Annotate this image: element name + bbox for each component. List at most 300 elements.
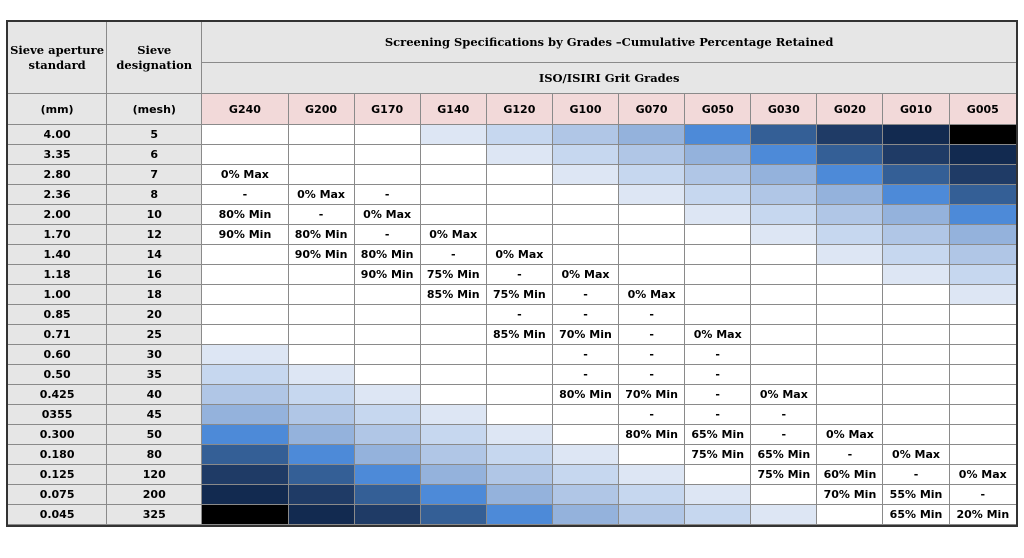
- grade-cell: [487, 225, 553, 245]
- grade-cell: [202, 465, 288, 485]
- grade-cell: [817, 225, 883, 245]
- grade-cell: [817, 285, 883, 305]
- table-row: [8, 125, 1016, 145]
- grade-cell: [487, 125, 553, 145]
- table-row: [8, 485, 1016, 505]
- grade-cell: [289, 265, 355, 285]
- sieve-designation-mesh: 200: [107, 485, 202, 505]
- grade-cell: [685, 145, 751, 165]
- grade-cell: [355, 165, 421, 185]
- grade-cell: 90% Min: [202, 225, 288, 245]
- grade-cell: [355, 345, 421, 365]
- unit-mm: (mm): [8, 94, 107, 125]
- grade-cell: [950, 165, 1016, 185]
- grade-cell: [421, 205, 487, 225]
- grade-cell: 70% Min: [553, 325, 619, 345]
- grade-cell: -: [202, 185, 288, 205]
- grade-cell: 65% Min: [751, 445, 817, 465]
- grade-cell: [950, 345, 1016, 365]
- grade-cell: -: [421, 245, 487, 265]
- grade-cell: 80% Min: [202, 205, 288, 225]
- grade-cell: [619, 125, 685, 145]
- grade-cell: [950, 285, 1016, 305]
- sieve-designation-mesh: 35: [107, 365, 202, 385]
- grade-cell: [421, 445, 487, 465]
- grade-header: G100: [553, 94, 619, 125]
- grade-cell: [355, 385, 421, 405]
- grade-header: G170: [355, 94, 421, 125]
- grade-cell: 70% Min: [817, 485, 883, 505]
- grade-cell: [817, 405, 883, 425]
- grade-cell: [202, 485, 288, 505]
- sieve-aperture-mm: 0.60: [8, 345, 107, 365]
- grade-cell: [817, 165, 883, 185]
- grade-cell: [421, 305, 487, 325]
- sieve-designation-mesh: 120: [107, 465, 202, 485]
- grade-cell: 80% Min: [619, 425, 685, 445]
- grade-cell: [553, 505, 619, 525]
- grade-header: G050: [685, 94, 751, 125]
- grade-cell: [487, 485, 553, 505]
- grade-header: G240: [202, 94, 288, 125]
- grade-cell: 0% Max: [751, 385, 817, 405]
- grade-cell: [487, 465, 553, 485]
- grade-cell: [685, 505, 751, 525]
- grade-header: G200: [289, 94, 355, 125]
- grade-cell: [751, 125, 817, 145]
- grade-cell: [883, 305, 949, 325]
- grade-cell: [685, 485, 751, 505]
- grade-cell: -: [553, 345, 619, 365]
- grade-cell: [355, 485, 421, 505]
- table-row: [8, 265, 1016, 285]
- grade-cell: -: [950, 485, 1016, 505]
- grade-cell: [751, 285, 817, 305]
- grade-cell: 75% Min: [751, 465, 817, 485]
- grade-header: G140: [421, 94, 487, 125]
- grade-cell: [883, 165, 949, 185]
- grade-cell: [202, 245, 288, 265]
- grade-cell: [487, 165, 553, 185]
- grade-cell: [883, 205, 949, 225]
- grade-cell: [619, 245, 685, 265]
- grade-cell: [202, 325, 288, 345]
- grade-cell: [553, 125, 619, 145]
- sieve-designation-mesh: 5: [107, 125, 202, 145]
- screening-spec-table: [6, 20, 1018, 527]
- grade-cell: [421, 385, 487, 405]
- grade-cell: [289, 365, 355, 385]
- grade-cell: [421, 125, 487, 145]
- grade-cell: [289, 445, 355, 465]
- sieve-designation-mesh: 6: [107, 145, 202, 165]
- grade-cell: 85% Min: [487, 325, 553, 345]
- grade-header-row: [8, 94, 1016, 125]
- grade-cell: [950, 365, 1016, 385]
- grade-cell: 0% Max: [553, 265, 619, 285]
- table-subtitle: ISO/ISIRI Grit Grades: [202, 63, 1016, 94]
- grade-cell: -: [289, 205, 355, 225]
- sieve-aperture-mm: 2.80: [8, 165, 107, 185]
- grade-cell: 0% Max: [202, 165, 288, 185]
- grade-header: G005: [950, 94, 1016, 125]
- grade-cell: 0% Max: [817, 425, 883, 445]
- grade-cell: [355, 305, 421, 325]
- grade-cell: [289, 405, 355, 425]
- grade-cell: [950, 125, 1016, 145]
- grade-cell: [817, 345, 883, 365]
- sieve-designation-mesh: 16: [107, 265, 202, 285]
- grade-cell: [817, 365, 883, 385]
- grade-cell: [619, 225, 685, 245]
- grade-cell: 60% Min: [817, 465, 883, 485]
- grade-cell: [685, 185, 751, 205]
- grade-cell: [883, 365, 949, 385]
- table-row: [8, 165, 1016, 185]
- grade-cell: [817, 305, 883, 325]
- grade-cell: [950, 445, 1016, 465]
- grade-cell: [817, 385, 883, 405]
- grade-cell: [355, 285, 421, 305]
- grade-cell: [553, 425, 619, 445]
- grade-cell: [883, 285, 949, 305]
- grade-cell: [202, 425, 288, 445]
- grade-cell: [883, 145, 949, 165]
- grade-cell: [950, 245, 1016, 265]
- grade-cell: -: [685, 365, 751, 385]
- grade-cell: [751, 325, 817, 345]
- grade-cell: [202, 285, 288, 305]
- grade-cell: [950, 325, 1016, 345]
- table-row: [8, 245, 1016, 265]
- grade-header: G030: [751, 94, 817, 125]
- grade-cell: [289, 425, 355, 445]
- grade-cell: [421, 165, 487, 185]
- grade-cell: [685, 465, 751, 485]
- sieve-aperture-mm: 1.40: [8, 245, 107, 265]
- sieve-aperture-mm: 4.00: [8, 125, 107, 145]
- grade-cell: 85% Min: [421, 285, 487, 305]
- grade-cell: [685, 285, 751, 305]
- sieve-aperture-mm: 1.00: [8, 285, 107, 305]
- grade-cell: [487, 405, 553, 425]
- sieve-aperture-mm: 3.35: [8, 145, 107, 165]
- grade-cell: [817, 265, 883, 285]
- grade-cell: [487, 385, 553, 405]
- grade-cell: [817, 505, 883, 525]
- grade-cell: [421, 425, 487, 445]
- grade-cell: 80% Min: [289, 225, 355, 245]
- table-row: [8, 345, 1016, 365]
- table-body: [8, 125, 1016, 525]
- grade-cell: [553, 485, 619, 505]
- grade-cell: -: [685, 405, 751, 425]
- grade-cell: [751, 225, 817, 245]
- grade-cell: -: [751, 425, 817, 445]
- grade-cell: [817, 125, 883, 145]
- grade-cell: [619, 265, 685, 285]
- grade-cell: [355, 405, 421, 425]
- grade-cell: [619, 185, 685, 205]
- grade-cell: [817, 205, 883, 225]
- table-row: [8, 445, 1016, 465]
- grade-cell: [289, 325, 355, 345]
- sieve-aperture-mm: 0.71: [8, 325, 107, 345]
- grade-cell: [202, 125, 288, 145]
- grade-cell: [289, 465, 355, 485]
- grade-cell: 20% Min: [950, 505, 1016, 525]
- grade-cell: [355, 325, 421, 345]
- grade-cell: [421, 505, 487, 525]
- grade-cell: [685, 265, 751, 285]
- grade-cell: [619, 465, 685, 485]
- grade-cell: [950, 145, 1016, 165]
- grade-cell: [883, 425, 949, 445]
- sieve-aperture-mm: 0.300: [8, 425, 107, 445]
- grade-cell: [421, 185, 487, 205]
- grade-cell: [751, 505, 817, 525]
- grade-cell: [202, 405, 288, 425]
- grade-cell: [487, 505, 553, 525]
- grade-cell: [950, 205, 1016, 225]
- grade-cell: [751, 305, 817, 325]
- sieve-aperture-mm: 0.075: [8, 485, 107, 505]
- grade-cell: [289, 125, 355, 145]
- grade-cell: [883, 185, 949, 205]
- grade-cell: -: [619, 305, 685, 325]
- grade-cell: -: [355, 185, 421, 205]
- grade-cell: 0% Max: [487, 245, 553, 265]
- grade-cell: [883, 325, 949, 345]
- sieve-designation-mesh: 40: [107, 385, 202, 405]
- grade-cell: [289, 485, 355, 505]
- grade-cell: [202, 365, 288, 385]
- table-row: [8, 225, 1016, 245]
- grade-cell: [553, 245, 619, 265]
- table-header: [8, 22, 1016, 125]
- sieve-designation-mesh: 12: [107, 225, 202, 245]
- grade-cell: [202, 265, 288, 285]
- table-row: [8, 185, 1016, 205]
- grade-cell: [487, 345, 553, 365]
- sieve-aperture-mm: 0.425: [8, 385, 107, 405]
- grade-cell: 0% Max: [619, 285, 685, 305]
- grade-cell: 70% Min: [619, 385, 685, 405]
- grade-cell: [487, 445, 553, 465]
- grade-cell: [751, 485, 817, 505]
- grade-cell: 75% Min: [421, 265, 487, 285]
- table-row: [8, 505, 1016, 525]
- grade-cell: -: [751, 405, 817, 425]
- grade-cell: 90% Min: [289, 245, 355, 265]
- grade-cell: [751, 365, 817, 385]
- grade-cell: [202, 385, 288, 405]
- grade-cell: 0% Max: [685, 325, 751, 345]
- grade-cell: 75% Min: [685, 445, 751, 465]
- grade-cell: [421, 365, 487, 385]
- sieve-aperture-mm: 2.00: [8, 205, 107, 225]
- sieve-designation-mesh: 20: [107, 305, 202, 325]
- table-row: [8, 385, 1016, 405]
- grade-cell: -: [619, 365, 685, 385]
- grade-cell: [289, 345, 355, 365]
- grade-cell: [487, 365, 553, 385]
- grade-cell: [553, 465, 619, 485]
- grade-cell: 80% Min: [355, 245, 421, 265]
- grade-cell: -: [619, 345, 685, 365]
- table-row: [8, 145, 1016, 165]
- grade-cell: [202, 445, 288, 465]
- sieve-aperture-mm: 0.50: [8, 365, 107, 385]
- grade-cell: [421, 145, 487, 165]
- grade-cell: [751, 185, 817, 205]
- grade-cell: 0% Max: [950, 465, 1016, 485]
- grade-cell: -: [553, 285, 619, 305]
- grade-cell: [202, 505, 288, 525]
- grade-cell: [883, 225, 949, 245]
- grade-cell: [487, 205, 553, 225]
- grade-cell: [289, 145, 355, 165]
- grade-cell: [685, 305, 751, 325]
- grade-cell: [685, 245, 751, 265]
- table-row: [8, 325, 1016, 345]
- grade-cell: [751, 245, 817, 265]
- table-row: [8, 205, 1016, 225]
- grade-cell: [619, 165, 685, 185]
- grade-cell: [685, 125, 751, 145]
- grade-cell: [950, 265, 1016, 285]
- grade-cell: [883, 125, 949, 145]
- grade-cell: [421, 485, 487, 505]
- sieve-designation-mesh: 30: [107, 345, 202, 365]
- sieve-aperture-mm: 0.85: [8, 305, 107, 325]
- grade-cell: [619, 485, 685, 505]
- grade-cell: [553, 165, 619, 185]
- grade-cell: [817, 245, 883, 265]
- grade-cell: -: [619, 405, 685, 425]
- grade-cell: [487, 185, 553, 205]
- grade-cell: 65% Min: [883, 505, 949, 525]
- table-row: [8, 305, 1016, 325]
- sieve-aperture-mm: 0.180: [8, 445, 107, 465]
- grade-cell: [619, 145, 685, 165]
- grade-cell: [883, 345, 949, 365]
- grade-cell: -: [553, 305, 619, 325]
- grade-cell: [202, 145, 288, 165]
- grade-cell: [685, 205, 751, 225]
- grade-cell: [202, 305, 288, 325]
- sieve-designation-mesh: 8: [107, 185, 202, 205]
- sieve-designation-mesh: 7: [107, 165, 202, 185]
- grade-cell: [487, 145, 553, 165]
- grade-cell: -: [619, 325, 685, 345]
- col-header-sieve-designation: Sieve designation: [107, 22, 202, 94]
- grade-header: G070: [619, 94, 685, 125]
- grade-cell: [751, 165, 817, 185]
- grade-cell: [355, 145, 421, 165]
- sieve-aperture-mm: 1.18: [8, 265, 107, 285]
- grade-cell: [289, 285, 355, 305]
- table-row: [8, 425, 1016, 445]
- table-row: [8, 285, 1016, 305]
- grade-cell: -: [487, 305, 553, 325]
- grade-cell: [355, 505, 421, 525]
- grade-cell: [553, 445, 619, 465]
- grade-cell: [421, 345, 487, 365]
- grade-cell: -: [685, 345, 751, 365]
- grade-cell: [289, 505, 355, 525]
- grade-cell: [950, 225, 1016, 245]
- grade-cell: [289, 385, 355, 405]
- grade-cell: [883, 405, 949, 425]
- grade-cell: 0% Max: [289, 185, 355, 205]
- col-header-sieve-aperture: Sieve aperture standard: [8, 22, 107, 94]
- grade-cell: [751, 205, 817, 225]
- grade-cell: [619, 505, 685, 525]
- grade-cell: [751, 145, 817, 165]
- grade-cell: [619, 205, 685, 225]
- grade-cell: [355, 365, 421, 385]
- grade-cell: [817, 145, 883, 165]
- grade-cell: [950, 405, 1016, 425]
- grade-cell: 55% Min: [883, 485, 949, 505]
- grade-cell: [355, 465, 421, 485]
- sieve-designation-mesh: 45: [107, 405, 202, 425]
- grade-header: G020: [817, 94, 883, 125]
- table-row: [8, 365, 1016, 385]
- sieve-aperture-mm: 0.125: [8, 465, 107, 485]
- grade-cell: [751, 265, 817, 285]
- grade-cell: [421, 465, 487, 485]
- sieve-designation-mesh: 18: [107, 285, 202, 305]
- grade-cell: -: [487, 265, 553, 285]
- grade-cell: [289, 165, 355, 185]
- grade-cell: [421, 405, 487, 425]
- sieve-designation-mesh: 14: [107, 245, 202, 265]
- grade-cell: [883, 245, 949, 265]
- sieve-aperture-mm: 1.70: [8, 225, 107, 245]
- grade-cell: [685, 225, 751, 245]
- grade-cell: -: [817, 445, 883, 465]
- grade-cell: 90% Min: [355, 265, 421, 285]
- grade-cell: [355, 445, 421, 465]
- grade-header: G010: [883, 94, 949, 125]
- grade-cell: [202, 345, 288, 365]
- sieve-designation-mesh: 50: [107, 425, 202, 445]
- sieve-designation-mesh: 10: [107, 205, 202, 225]
- grade-cell: [553, 145, 619, 165]
- grade-cell: [817, 185, 883, 205]
- grade-cell: [553, 205, 619, 225]
- grade-cell: [751, 345, 817, 365]
- grade-cell: [553, 405, 619, 425]
- grade-cell: [355, 425, 421, 445]
- grade-cell: -: [553, 365, 619, 385]
- grade-cell: [355, 125, 421, 145]
- grade-cell: [817, 325, 883, 345]
- sieve-aperture-mm: 0.045: [8, 505, 107, 525]
- grade-header: G120: [487, 94, 553, 125]
- grade-cell: [950, 385, 1016, 405]
- grade-cell: -: [685, 385, 751, 405]
- grade-cell: [289, 305, 355, 325]
- sieve-aperture-mm: 2.36: [8, 185, 107, 205]
- grade-cell: 0% Max: [421, 225, 487, 245]
- grade-cell: 80% Min: [553, 385, 619, 405]
- grade-cell: -: [355, 225, 421, 245]
- sieve-designation-mesh: 80: [107, 445, 202, 465]
- grade-cell: 75% Min: [487, 285, 553, 305]
